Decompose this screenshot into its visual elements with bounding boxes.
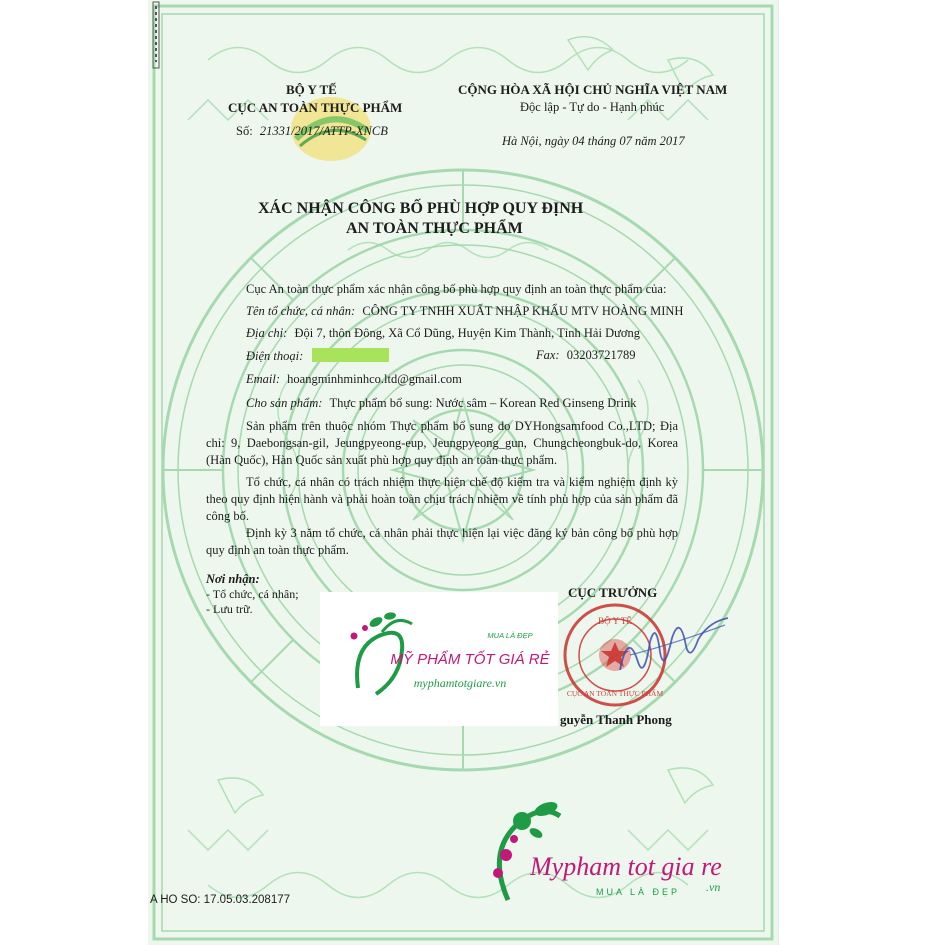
recipient-item: - Tổ chức, cá nhân; [206,587,299,601]
wm-corner-tagline: MUA LÀ ĐẸP [596,887,681,897]
phone-label: Điện thoại: [246,349,304,363]
email-label: Email: [246,372,281,386]
product-label: Cho sản phẩm: [246,396,323,410]
number-label: Số: [236,124,253,138]
product-value: Thực phẩm bổ sung: Nước sâm – Korean Red Ginseng Drink [329,396,637,410]
watermark-center-box [320,592,558,726]
intro-line: Cục An toàn thực phẩm xác nhận công bố phù hợp quy định an toàn thực phẩm của: [246,282,667,296]
org-label: Tên tổ chức, cá nhân: [246,304,356,318]
fax-value: 03203721789 [566,348,636,362]
file-number: A HO SO: 17.05.03.208177 [150,894,291,906]
document-title-line2: AN TOÀN THỰC PHẨM [346,220,523,237]
place-date: Hà Nội, ngày 04 tháng 07 năm 2017 [502,134,685,148]
country-name: CỘNG HÒA XÃ HỘI CHỦ NGHĨA VIỆT NAM [458,82,728,97]
address-label: Địa chỉ: [246,326,288,340]
national-motto: Độc lập - Tự do - Hạnh phúc [520,100,665,114]
email-line [246,372,462,387]
department-name: CỤC AN TOÀN THỰC PHẨM [228,100,403,115]
address-line [246,326,640,341]
signer-name: guyễn Thanh Phong [560,712,672,727]
number-value: 21331/2017/ATTP-XNCB [259,124,388,138]
stamp-bottom-text: CỤC AN TOÀN THỰC PHẨM [566,689,664,698]
organization-line [246,304,683,319]
ministry-name: BỘ Y TẾ [286,82,337,97]
phone-redaction [312,348,389,362]
phone-line [246,348,389,364]
stamp-top-text: BỘ Y TẾ [598,616,632,626]
watermark-center-logo [320,592,558,726]
wm-center-brand: MỸ PHẨM TỐT GIÁ RẺ [390,651,550,668]
address-value: Đội 7, thôn Đông, Xã Cổ Dũng, Huyện Kim Thành, Tỉnh Hải Dương [294,326,640,340]
org-value: CÔNG TY TNHH XUẤT NHẬP KHẨU MTV HOÀNG MINH [362,304,684,318]
document-number [236,124,388,139]
recipients-title: Nơi nhận: [206,572,260,586]
fax-label: Fax: [536,348,560,362]
handwritten-signature [610,615,740,685]
fax-line [536,348,635,363]
wm-center-domain: myphamtotgiare.vn [413,676,507,690]
email-value: hoangminhminhco.ltd@gmail.com [287,372,462,386]
signer-role: CỤC TRƯỞNG [568,585,658,600]
product-line [246,396,636,411]
document-title-line1: XÁC NHẬN CÔNG BỐ PHÙ HỢP QUY ĐỊNH [258,200,584,217]
paragraph-renewal: Định kỳ 3 năm tổ chức, cá nhân phải thực hiện lại việc đăng ký bản công bố phù hợp quy định an toàn thực phẩm. [206,526,678,557]
wm-corner-domain: .vn [706,880,721,894]
wm-center-tagline: MUA LÀ ĐẸP [487,631,533,640]
paragraph-manufacturer: Sản phẩm trên thuộc nhóm Thực phẩm bổ sung do DYHongsamfood Co.,LTD; Địa chỉ: 9, Daebongsan-gil, Jeungpyeong-eup, Jeungpyeong_gun, Chungcheongbuk-do, Korea (Hàn Quốc), Hàn Quốc sản xuất phù hợp quy định an toàn thực phẩm. [206,419,678,467]
recipient-item: - Lưu trữ. [206,602,253,616]
paragraph-responsibility: Tổ chức, cá nhân có trách nhiệm thực hiện chế độ kiểm tra và kiểm nghiệm định kỳ theo quy định hiện hành và phải hoàn toàn chịu trách nhiệm về tính phù hợp của sản phẩm đã công bố. [206,475,678,523]
wm-corner-brand: Mypham tot gia re [530,852,722,881]
watermark-corner-logo [478,795,748,925]
scan-edge-mark [150,0,162,70]
